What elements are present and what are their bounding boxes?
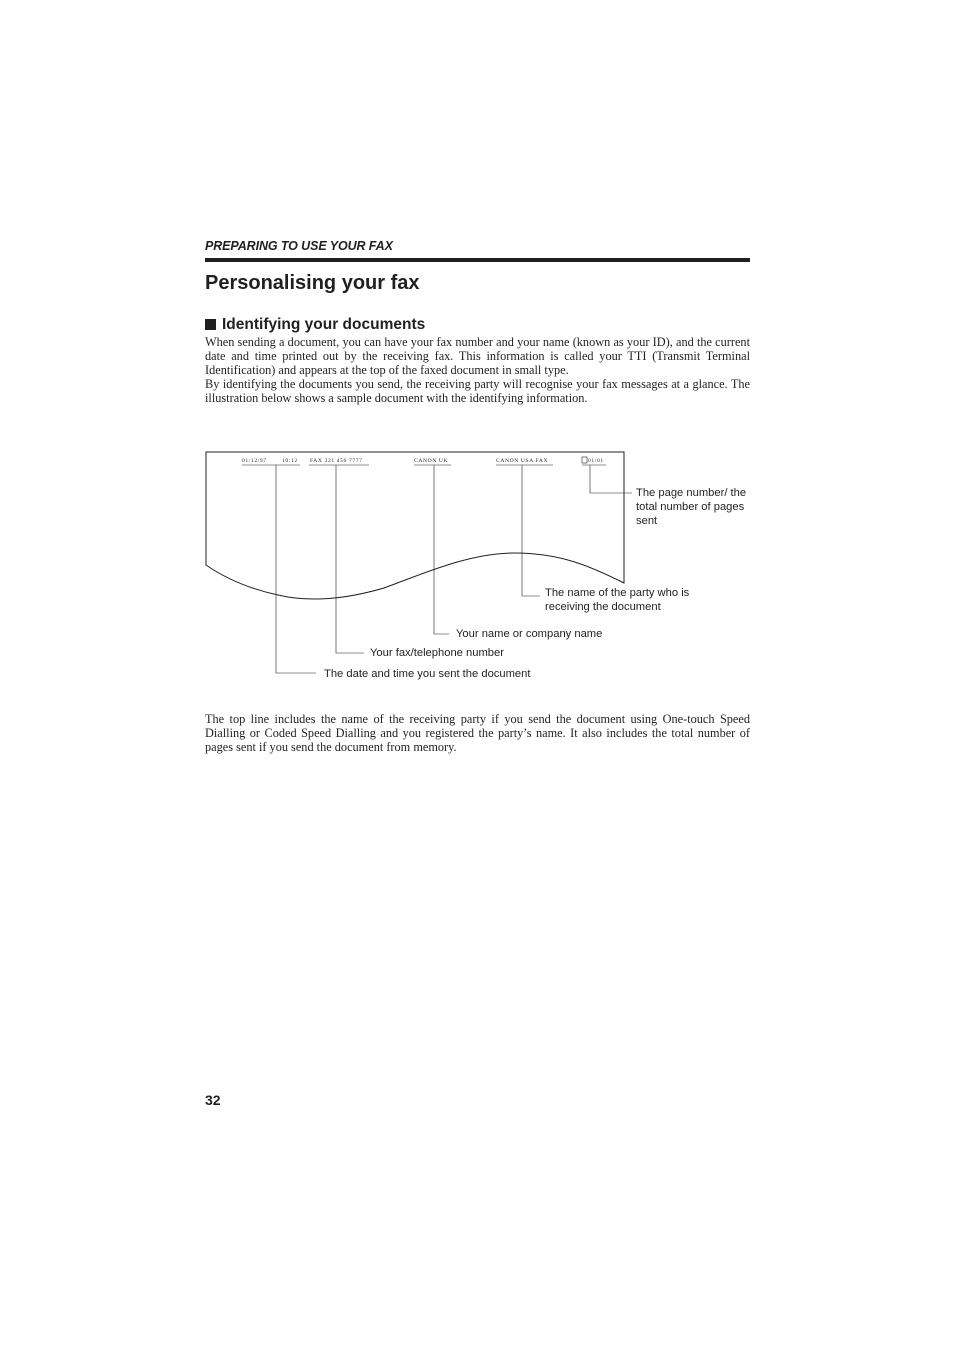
callout-fax-number: Your fax/telephone number bbox=[370, 647, 504, 659]
tti-date: 01/12/97 bbox=[242, 458, 267, 464]
intro-paragraph-2: By identifying the documents you send, the receiving party will recognise your fax messages at a glance. The illustration below shows a sample document with the identifying information. bbox=[205, 376, 750, 405]
page-number: 32 bbox=[205, 1092, 221, 1108]
callout-sender: Your name or company name bbox=[456, 628, 603, 640]
section-header: PREPARING TO USE YOUR FAX bbox=[205, 239, 393, 253]
page-count-icon bbox=[582, 457, 587, 463]
callout-recipient: The name of the party who is receiving the document bbox=[545, 587, 690, 613]
tti-recipient-name: CANON USA FAX bbox=[496, 458, 549, 464]
callout-leader-lines bbox=[276, 465, 632, 673]
intro-paragraph-1: When sending a document, you can have your fax number and your name (known as your ID), and the current date and time printed out by the receiving fax. This information is called your TTI (Transmit Terminal Identification) and appears at the top of the faxed document in small type. bbox=[205, 335, 750, 377]
closing-paragraph: The top line includes the name of the receiving party if you send the document using One-touch Speed Dialling or Coded Speed Dialling and you registered the party’s name. It also includes the total number of pages sent if you send the document from memory. bbox=[205, 712, 750, 754]
callout-date-time: The date and time you sent the document bbox=[324, 668, 531, 680]
closing-text bbox=[205, 713, 750, 755]
fax-page-outline bbox=[206, 452, 624, 599]
tti-page-count: 01/01 bbox=[588, 458, 604, 464]
page-title: Personalising your fax bbox=[205, 272, 420, 294]
tti-sender-name: CANON UK bbox=[414, 458, 449, 464]
tti-fax-number: FAX 321 456 7777 bbox=[310, 458, 363, 464]
subsection-title: Identifying your documents bbox=[222, 316, 426, 333]
callout-page-number: The page number/ the total number of pages sent bbox=[636, 487, 747, 527]
tti-time: 10:12 bbox=[282, 458, 298, 464]
